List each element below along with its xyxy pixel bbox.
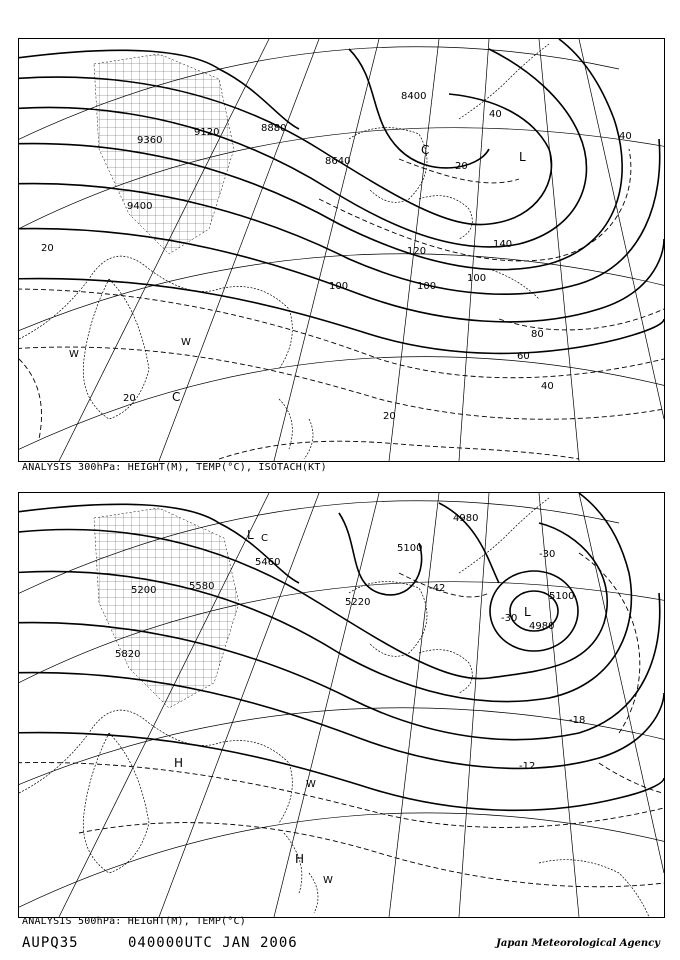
terrain-hatch xyxy=(94,54,234,254)
product-code: AUPQ35 xyxy=(22,935,79,951)
isotach-label: 20 xyxy=(123,393,136,404)
height-label: 5460 xyxy=(255,557,281,568)
terrain-hatch xyxy=(94,508,239,708)
isotach-lines xyxy=(19,149,664,459)
temperature-label: -12 xyxy=(519,761,536,772)
isotach-label: 40 xyxy=(541,381,554,392)
height-label: 5200 xyxy=(131,585,157,596)
isotach-label: 120 xyxy=(407,246,427,257)
isotach-label: 20 xyxy=(383,411,396,422)
isotach-label: 40 xyxy=(489,109,502,120)
cold-center: C xyxy=(172,390,181,404)
temperature-label: -42 xyxy=(429,583,446,594)
panel-caption-500hpa: ANALYSIS 500hPa: HEIGHT(M), TEMP(°C) xyxy=(22,916,246,927)
height-label: 5220 xyxy=(345,597,371,608)
height-label: 5820 xyxy=(115,649,141,660)
isotach-label: 140 xyxy=(493,239,513,250)
map-300hpa-svg xyxy=(19,39,664,461)
isotach-label: 40 xyxy=(619,131,632,142)
isotach-label: 20 xyxy=(455,161,468,172)
height-label: 8400 xyxy=(401,91,427,102)
map-500hpa-svg xyxy=(19,493,664,917)
isotach-label: 100 xyxy=(329,281,349,292)
temperature-label: -30 xyxy=(501,613,518,624)
height-label: 4980 xyxy=(529,621,555,632)
high-center: H xyxy=(174,756,184,770)
warm-center: W xyxy=(306,779,316,790)
isotach-label: 60 xyxy=(517,351,530,362)
isotach-label: 100 xyxy=(467,273,487,284)
height-label: 5580 xyxy=(189,581,215,592)
cold-center: C xyxy=(421,143,430,157)
temperature-label: -18 xyxy=(569,715,586,726)
low-center: L xyxy=(524,605,531,619)
cold-center: C xyxy=(261,533,268,544)
height-label: 8640 xyxy=(325,156,351,167)
panel-caption-300hpa: ANALYSIS 300hPa: HEIGHT(M), TEMP(°C), ISOTACH(KT) xyxy=(22,462,327,473)
warm-center: W xyxy=(181,337,191,348)
height-label: 9400 xyxy=(127,201,153,212)
map-500hpa xyxy=(18,492,665,918)
height-label: 9360 xyxy=(137,135,163,146)
high-center: H xyxy=(295,852,305,866)
analysis-datetime: 040000UTC JAN 2006 xyxy=(128,935,298,951)
agency-name: Japan Meteorological Agency xyxy=(496,938,660,949)
isotach-label: 80 xyxy=(531,329,544,340)
height-label: 8880 xyxy=(261,123,287,134)
warm-center: W xyxy=(323,875,333,886)
height-label: 5100 xyxy=(397,543,423,554)
isotach-label: 20 xyxy=(41,243,54,254)
map-300hpa xyxy=(18,38,665,462)
isotach-label: 100 xyxy=(417,281,437,292)
height-label: 4980 xyxy=(453,513,479,524)
temperature-label: -30 xyxy=(539,549,556,560)
height-label: 9120 xyxy=(194,127,220,138)
height-label: 5100 xyxy=(549,591,575,602)
low-center: L xyxy=(247,528,254,542)
low-center: L xyxy=(519,150,526,164)
warm-center: W xyxy=(69,349,79,360)
